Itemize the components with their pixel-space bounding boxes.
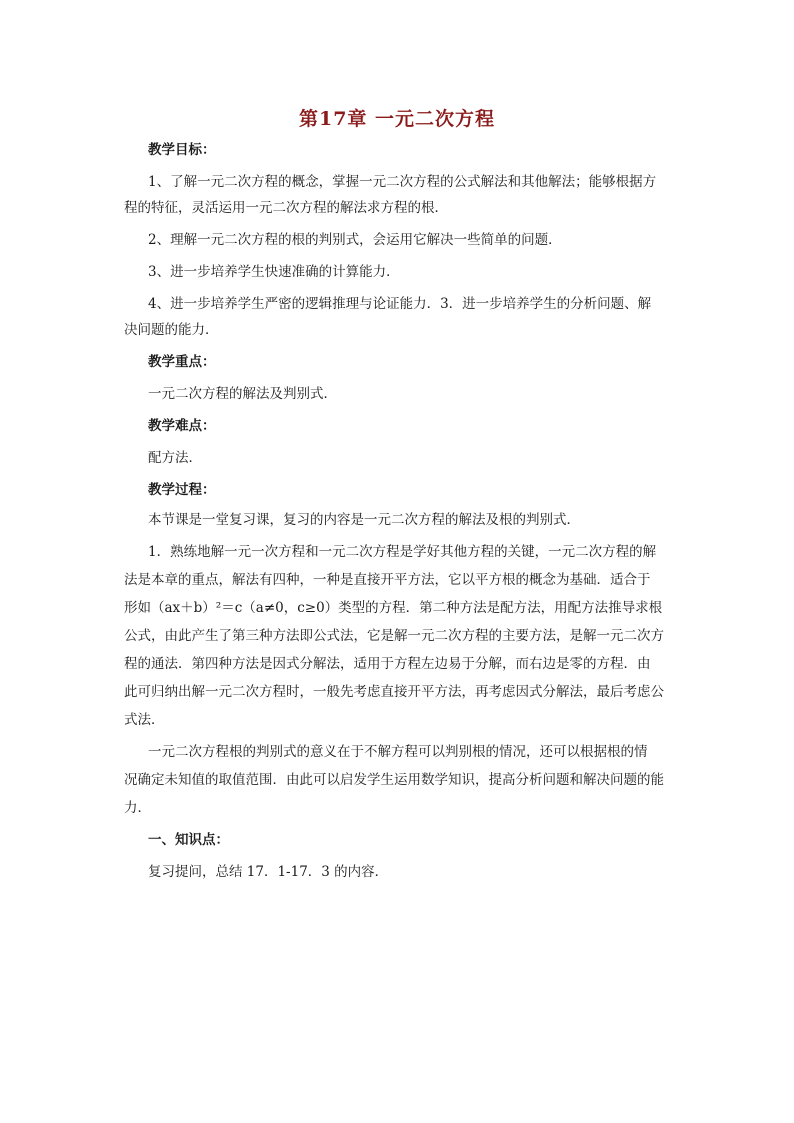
paragraph-line: 一元二次方程根的判别式的意义在于不解方程可以判别根的情况，还可以根据根的情 [148, 744, 648, 760]
paragraph-line: 1．熟练地解一元一次方程和一元二次方程是学好其他方程的关键，一元二次方程的解 [148, 544, 657, 560]
paragraph-line: 4、进一步培养学生严密的逻辑推理与论证能力．3．进一步培养学生的分析问题、解 [148, 296, 652, 312]
heading-knowledge-points: 一、知识点： [148, 832, 229, 848]
paragraph-line: 3、进一步培养学生快速准确的计算能力． [148, 264, 400, 280]
paragraph-line: 况确定未知值的取值范围．由此可以启发学生运用数学知识，提高分析问题和解决问题的能 [124, 772, 664, 788]
paragraph-line: 此可归纳出解一元二次方程时，一般先考虑直接开平方法，再考虑因式分解法，最后考虑公 [124, 684, 664, 700]
paragraph-line: 公式，由此产生了第三种方法即公式法，它是解一元二次方程的主要方法，是解一元二次方 [124, 628, 664, 644]
heading-key-points: 教学重点： [148, 354, 216, 370]
paragraph-line: 力． [124, 800, 151, 816]
heading-teaching-process: 教学过程： [148, 482, 216, 498]
paragraph-line: 复习提问，总结 17．1-17．3 的内容． [148, 864, 389, 880]
paragraph-line: 形如（ax＋b）²＝c（a≠0，c≥0）类型的方程．第二种方法是配方法，用配方法推导求根 [124, 600, 663, 616]
paragraph-line: 本节课是一堂复习课，复习的内容是一元二次方程的解法及根的判别式． [148, 512, 580, 528]
heading-teaching-goals: 教学目标： [148, 142, 216, 158]
paragraph-line: 式法． [124, 712, 165, 728]
paragraph-line: 2、理解一元二次方程的根的判别式，会运用它解决一些简单的问题． [148, 232, 562, 248]
paragraph-line: 配方法． [148, 450, 202, 466]
paragraph-line: 法是本章的重点，解法有四种，一种是直接开平方法，它以平方根的概念为基础．适合于 [124, 572, 651, 588]
paragraph-line: 程的特征，灵活运用一元二次方程的解法求方程的根． [124, 200, 448, 216]
chapter-title: 第17章 一元二次方程 [298, 108, 496, 130]
paragraph-line: 一元二次方程的解法及判别式． [148, 386, 337, 402]
paragraph-line: 1、了解一元二次方程的概念，掌握一元二次方程的公式解法和其他解法；能够根据方 [148, 174, 657, 190]
paragraph-line: 程的通法．第四种方法是因式分解法，适用于方程左边易于分解，而右边是零的方程．由 [124, 656, 651, 672]
heading-difficult-points: 教学难点： [148, 418, 216, 434]
paragraph-line: 决问题的能力． [124, 322, 219, 338]
